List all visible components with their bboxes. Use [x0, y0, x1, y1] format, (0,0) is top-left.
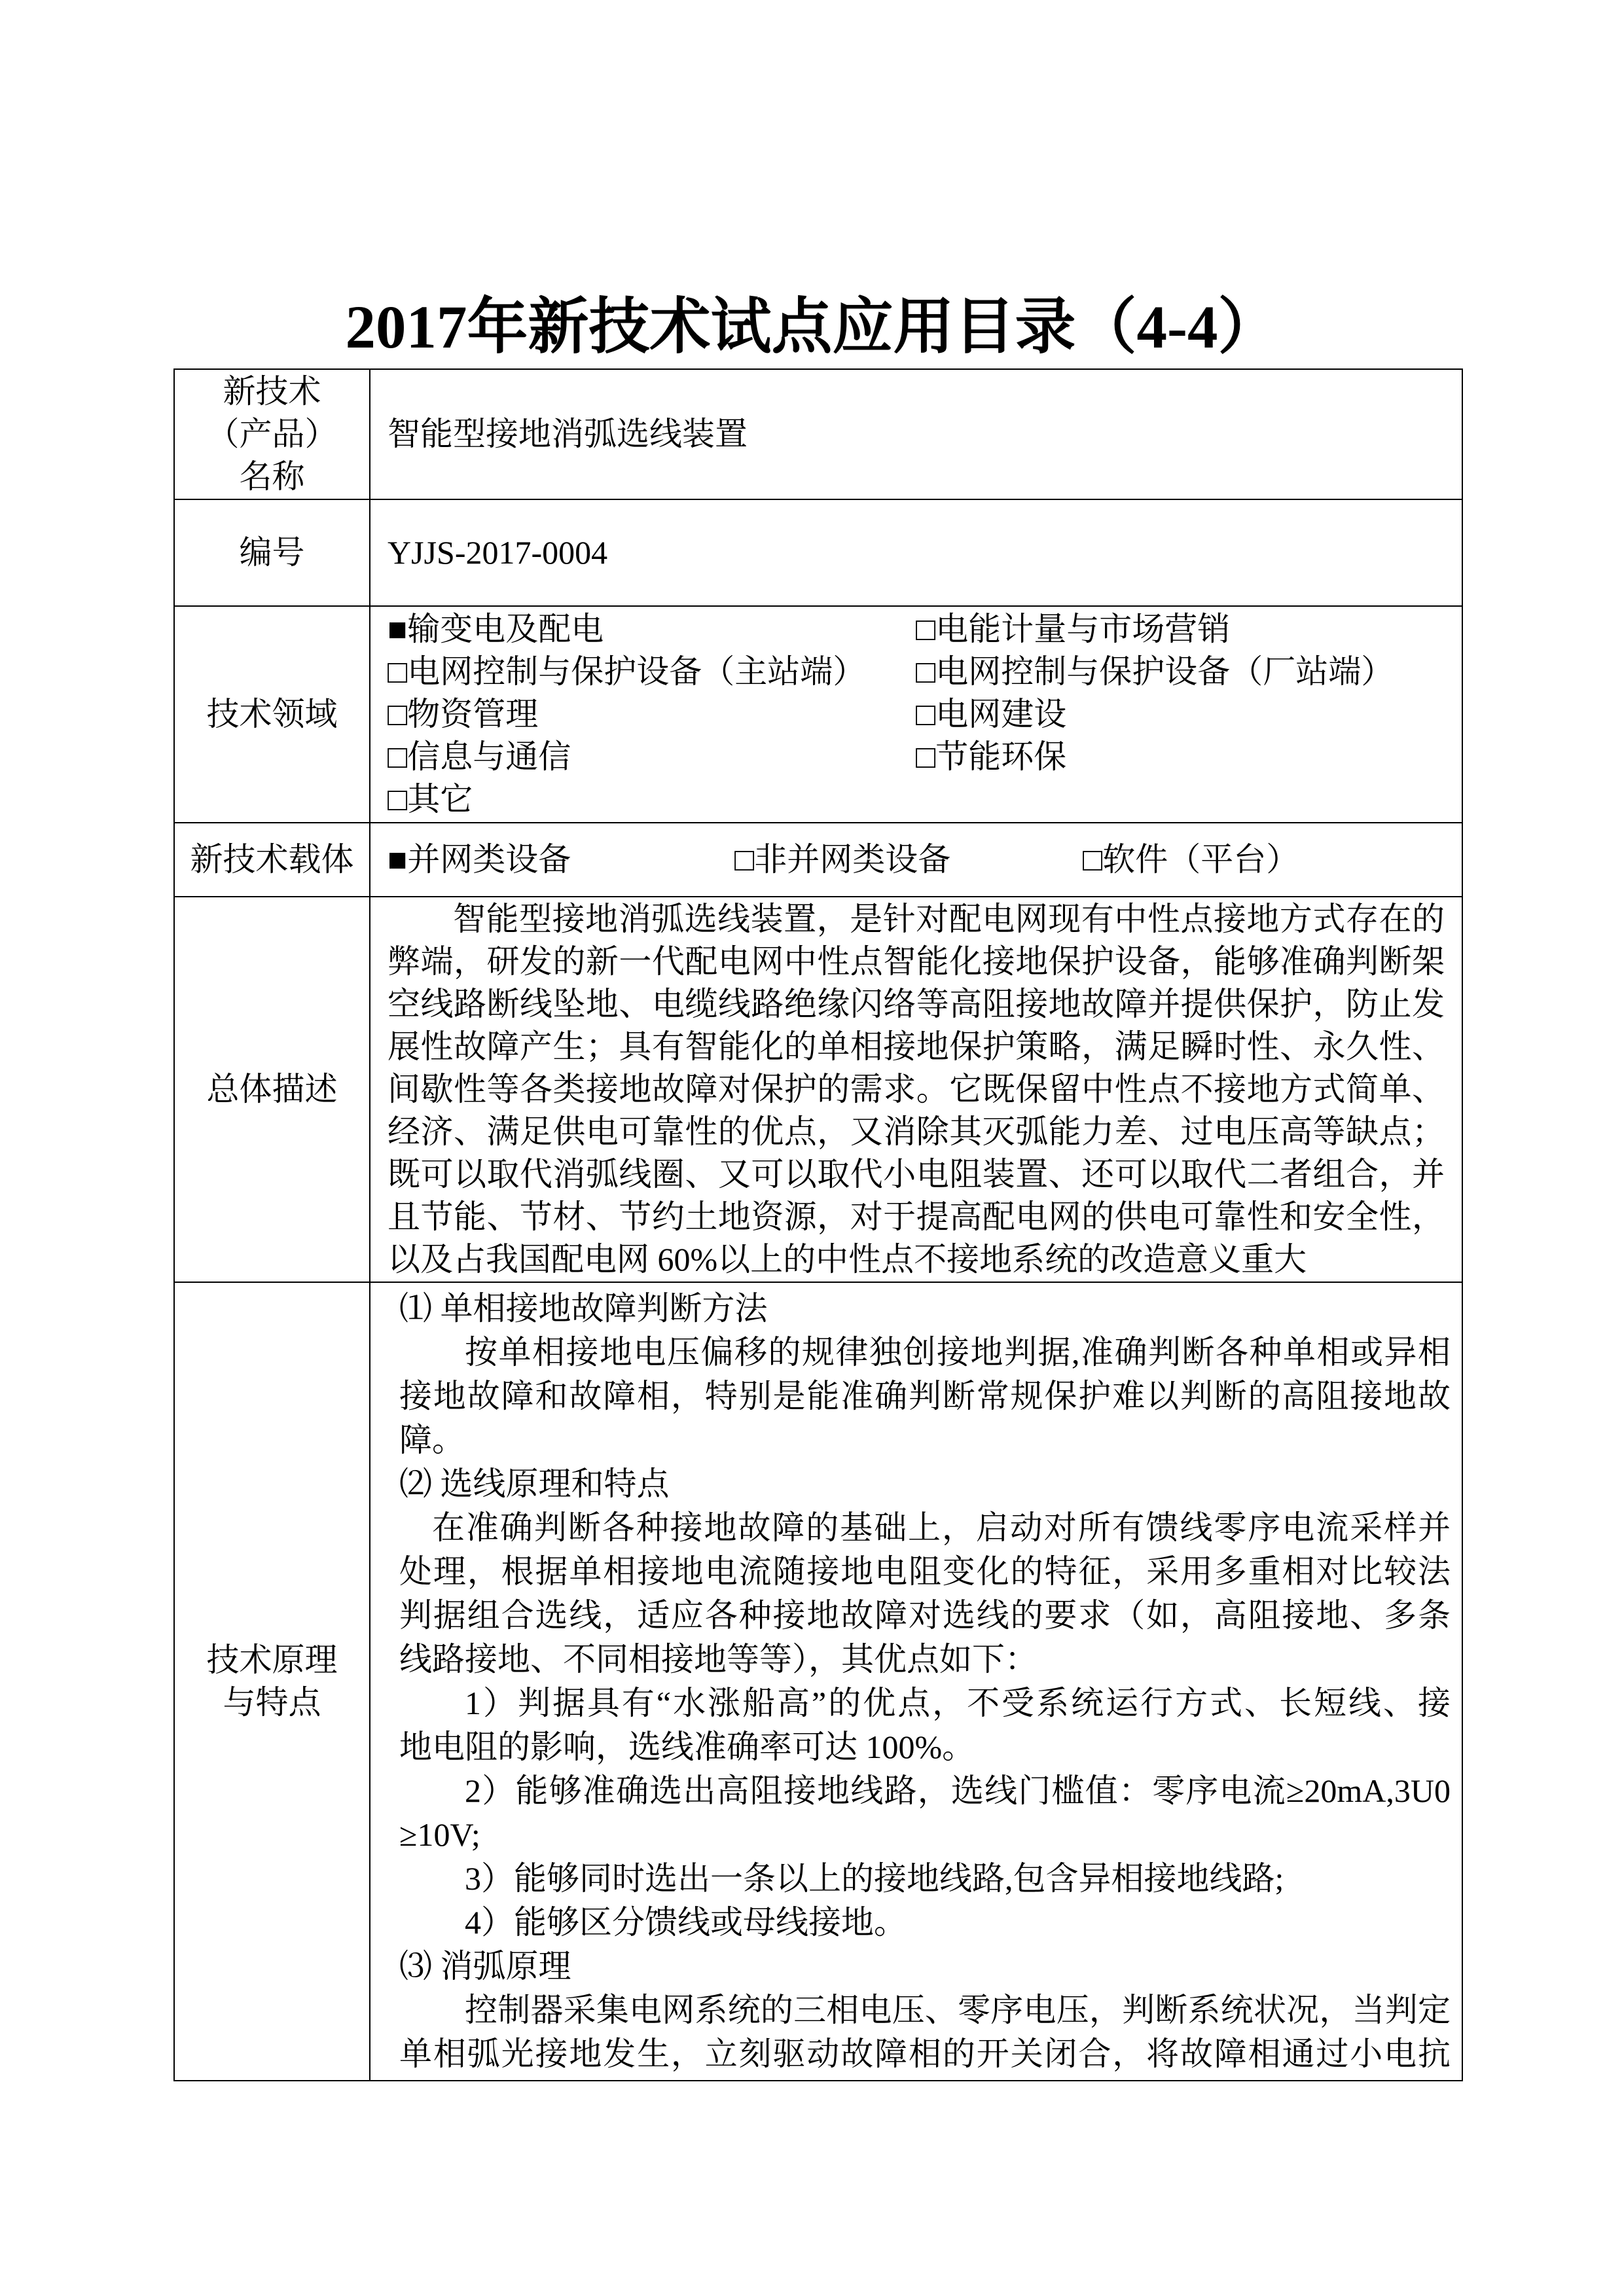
label-principle — [175, 1283, 370, 2081]
value-carrier — [370, 823, 1463, 897]
option-label: 物资管理 — [407, 696, 539, 732]
option-label: 信息与通信 — [407, 738, 571, 775]
info-table — [173, 368, 1463, 2081]
field-option — [916, 608, 1445, 651]
label-line: 与特点 — [223, 1684, 321, 1721]
checked-box-icon: ■ — [388, 611, 408, 647]
section-line: 判据组合选线，适应各种接地故障对选线的要求（如，高阻接地、多条 — [399, 1597, 1451, 1634]
field-option — [916, 693, 1445, 736]
label-line: 新技术 — [223, 373, 321, 410]
overview-line: 展性故障产生；具有智能化的单相接地保护策略，满足瞬时性、永久性、 — [388, 1028, 1445, 1065]
option-label: 非并网类设备 — [754, 841, 951, 878]
carrier-option — [734, 838, 1083, 881]
label-line: 新技术载体 — [190, 841, 354, 878]
empty-box-icon: □ — [388, 696, 408, 732]
section-line: 处理，根据单相接地电流随接地电阻变化的特征，采用多重相对比较法 — [399, 1553, 1451, 1590]
overview-line: 既可以取代消弧线圈、又可以取代小电阻装置、还可以取代二者组合，并 — [388, 1156, 1445, 1193]
overview-line: 经济、满足供电可靠性的优点，又消除其灭弧能力差、过电压高等缺点； — [388, 1113, 1445, 1150]
field-option — [388, 608, 916, 651]
overview-line: 间歇性等各类接地故障对保护的需求。它既保留中性点不接地方式简单、 — [388, 1071, 1445, 1107]
section-line: 障。 — [399, 1422, 465, 1458]
field-options — [388, 608, 1445, 821]
empty-box-icon: □ — [734, 841, 755, 878]
empty-box-icon: □ — [916, 611, 936, 647]
carrier-options — [388, 838, 1445, 881]
option-label: 其它 — [407, 781, 473, 817]
section-heading: ⑴ 单相接地故障判断方法 — [399, 1290, 768, 1327]
option-label: 电网控制与保护设备（主站端） — [407, 653, 866, 690]
point-line: ≥10V; — [399, 1816, 480, 1853]
option-label: 电网控制与保护设备（厂站端） — [935, 653, 1394, 690]
option-label: 电能计量与市场营销 — [935, 611, 1231, 647]
overview-line: 智能型接地消弧选线装置，是针对配电网现有中性点接地方式存在的 — [453, 901, 1445, 937]
overview-line: 以及占我国配电网 60%以上的中性点不接地系统的改造意义重大 — [388, 1241, 1307, 1278]
option-label: 输变电及配电 — [407, 611, 604, 647]
technology-name: 智能型接地消弧选线装置 — [388, 416, 748, 452]
empty-box-icon: □ — [1083, 841, 1103, 878]
checked-box-icon: ■ — [388, 841, 408, 878]
option-label: 并网类设备 — [407, 841, 571, 878]
option-label: 电网建设 — [935, 696, 1067, 732]
carrier-option — [388, 838, 734, 881]
point-line: 3）能够同时选出一条以上的接地线路,包含异相接地线路; — [465, 1860, 1284, 1897]
empty-box-icon: □ — [916, 653, 936, 690]
value-technical-field — [370, 607, 1463, 823]
section-line: 接地故障和故障相，特别是能准确判断常规保护难以判断的高阻接地故 — [399, 1378, 1451, 1414]
label-carrier — [175, 823, 370, 897]
field-option — [916, 736, 1445, 778]
field-option — [388, 778, 916, 821]
section-line: 控制器采集电网系统的三相电压、零序电压，判断系统状况，当判定 — [465, 1992, 1451, 2028]
field-option — [388, 693, 916, 736]
overview-line: 弊端，研发的新一代配电网中性点智能化接地保护设备，能够准确判断架 — [388, 943, 1445, 980]
point-line: 地电阻的影响，选线准确率可达 100%。 — [399, 1729, 975, 1765]
field-option — [388, 651, 916, 693]
label-line: 编号 — [239, 534, 305, 571]
section-line: 单相弧光接地发生，立刻驱动故障相的开关闭合，将故障相通过小电抗 — [399, 2036, 1451, 2072]
section-line: 在准确判断各种接地故障的基础上，启动对所有馈线零序电流采样并 — [432, 1509, 1451, 1546]
empty-box-icon: □ — [916, 738, 936, 775]
technology-code: YJJS-2017-0004 — [388, 534, 608, 571]
option-label: 节能环保 — [935, 738, 1067, 775]
label-code — [175, 500, 370, 607]
label-line: （产品） — [206, 416, 338, 452]
label-line: 总体描述 — [206, 1071, 338, 1107]
overview-line: 且节能、节材、节约土地资源，对于提高配电网的供电可靠性和安全性， — [388, 1198, 1445, 1235]
label-line: 技术领域 — [206, 696, 338, 732]
field-option — [388, 736, 916, 778]
value-principle — [370, 1283, 1463, 2081]
empty-box-icon: □ — [388, 738, 408, 775]
point-line: 1）判据具有“水涨船高”的优点，不受系统运行方式、长短线、接 — [465, 1685, 1451, 1721]
section-heading: ⑶ 消弧原理 — [399, 1948, 571, 1984]
label-technology-name — [175, 370, 370, 500]
section-line: 按单相接地电压偏移的规律独创接地判据,准确判断各种单相或异相 — [465, 1334, 1451, 1371]
label-technical-field — [175, 607, 370, 823]
empty-box-icon: □ — [388, 653, 408, 690]
section-heading: ⑵ 选线原理和特点 — [399, 1465, 670, 1502]
point-line: 2）能够准确选出高阻接地线路，选线门槛值：零序电流≥20mA,3U0 — [465, 1772, 1451, 1809]
label-line: 技术原理 — [206, 1641, 338, 1678]
overview-line: 空线路断线坠地、电缆线路绝缘闪络等高阻接地故障并提供保护，防止发 — [388, 986, 1445, 1022]
value-technology-name — [370, 370, 1463, 500]
point-line: 4）能够区分馈线或母线接地。 — [465, 1904, 907, 1941]
option-label: 软件（平台） — [1102, 841, 1299, 878]
value-code — [370, 500, 1463, 607]
carrier-option — [1083, 838, 1445, 881]
value-overview — [370, 897, 1463, 1283]
field-option — [916, 651, 1445, 693]
empty-box-icon: □ — [388, 781, 408, 817]
section-line: 线路接地、不同相接地等等），其优点如下： — [399, 1641, 1038, 1677]
label-line: 名称 — [239, 458, 305, 495]
page-title: 2017年新技术试点应用目录（4-4） — [345, 294, 1279, 361]
empty-box-icon: □ — [916, 696, 936, 732]
label-overview — [175, 897, 370, 1283]
